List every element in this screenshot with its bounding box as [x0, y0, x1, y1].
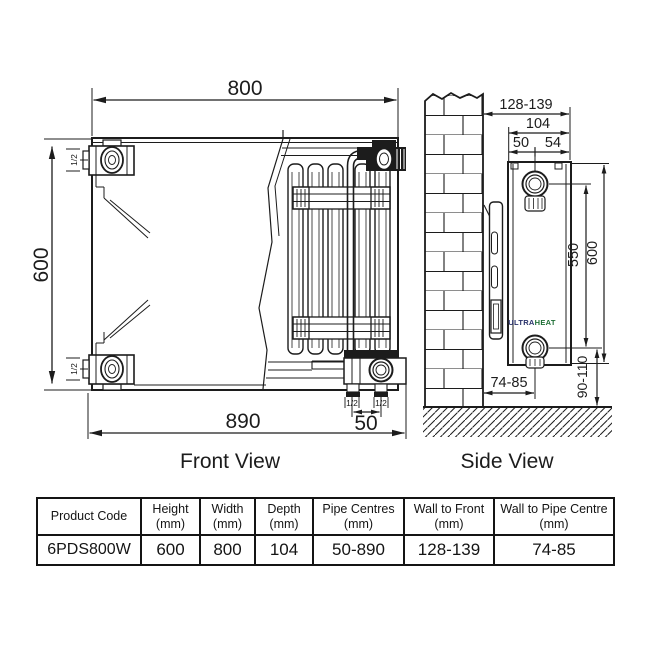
- col-header-wall-to-front: Wall to Front (mm): [404, 498, 494, 535]
- cell-wall-to-pipe-centre: 74-85: [494, 535, 614, 565]
- dim-front-width-bottom: 890: [225, 410, 261, 433]
- side-view-label: Side View: [460, 450, 554, 473]
- brand-ultra: ULTRA: [508, 318, 535, 327]
- cell-height: 600: [141, 535, 200, 565]
- dim-depth-rear: 50: [512, 135, 530, 151]
- spec-table: [36, 497, 613, 566]
- dim-wall-to-front: 128-139: [499, 97, 553, 113]
- dim-valve-size-bottom: 1/2: [69, 363, 79, 375]
- col-header-product-code: Product Code: [37, 498, 141, 535]
- dim-front-pipe-gap: 50: [354, 412, 378, 435]
- dim-pipe-centres-vertical: 550: [566, 242, 582, 268]
- cell-depth: 104: [255, 535, 313, 565]
- fin-brace-upper: [293, 187, 390, 209]
- cell-wall-to-front: 128-139: [404, 535, 494, 565]
- col-header-depth: Depth (mm): [255, 498, 313, 535]
- wall-bracket: [484, 202, 503, 339]
- cell-pipe-centres: 50-890: [313, 535, 404, 565]
- dim-valve-size-top: 1/2: [69, 154, 79, 166]
- col-header-pipe-centres: Pipe Centres (mm): [313, 498, 404, 535]
- pipe-tapping-bottom: [523, 336, 548, 369]
- col-header-wall-to-pipe-centre: Wall to Pipe Centre (mm): [494, 498, 614, 535]
- dim-wall-to-pipe-centre: 74-85: [490, 375, 528, 391]
- pipe-tapping-top: [523, 172, 548, 212]
- fin-brace-lower: [293, 317, 390, 339]
- spec-data-row: [37, 535, 614, 565]
- dim-side-height: 600: [585, 240, 601, 266]
- dim-tail-size-left: 1/2: [346, 398, 358, 408]
- front-view-drawing: [83, 130, 406, 397]
- dim-front-width-top: 800: [227, 77, 263, 100]
- brick-wall: [425, 93, 483, 407]
- cell-product-code: 6PDS800W: [37, 535, 141, 565]
- brand-heat: HEAT: [534, 318, 556, 327]
- dim-tail-size-right: 1/2: [375, 398, 387, 408]
- dim-depth: 104: [525, 116, 551, 132]
- spec-header-row: [37, 498, 614, 535]
- brand-logo: [508, 318, 556, 327]
- cell-width: 800: [200, 535, 255, 565]
- dim-floor-clearance: 90-110: [574, 355, 590, 399]
- dim-depth-front: 54: [544, 135, 562, 151]
- front-view-label: Front View: [180, 450, 280, 473]
- col-header-height: Height (mm): [141, 498, 200, 535]
- col-header-width: Width (mm): [200, 498, 255, 535]
- floor-hatch: [423, 408, 612, 438]
- dim-front-height: 600: [30, 247, 53, 283]
